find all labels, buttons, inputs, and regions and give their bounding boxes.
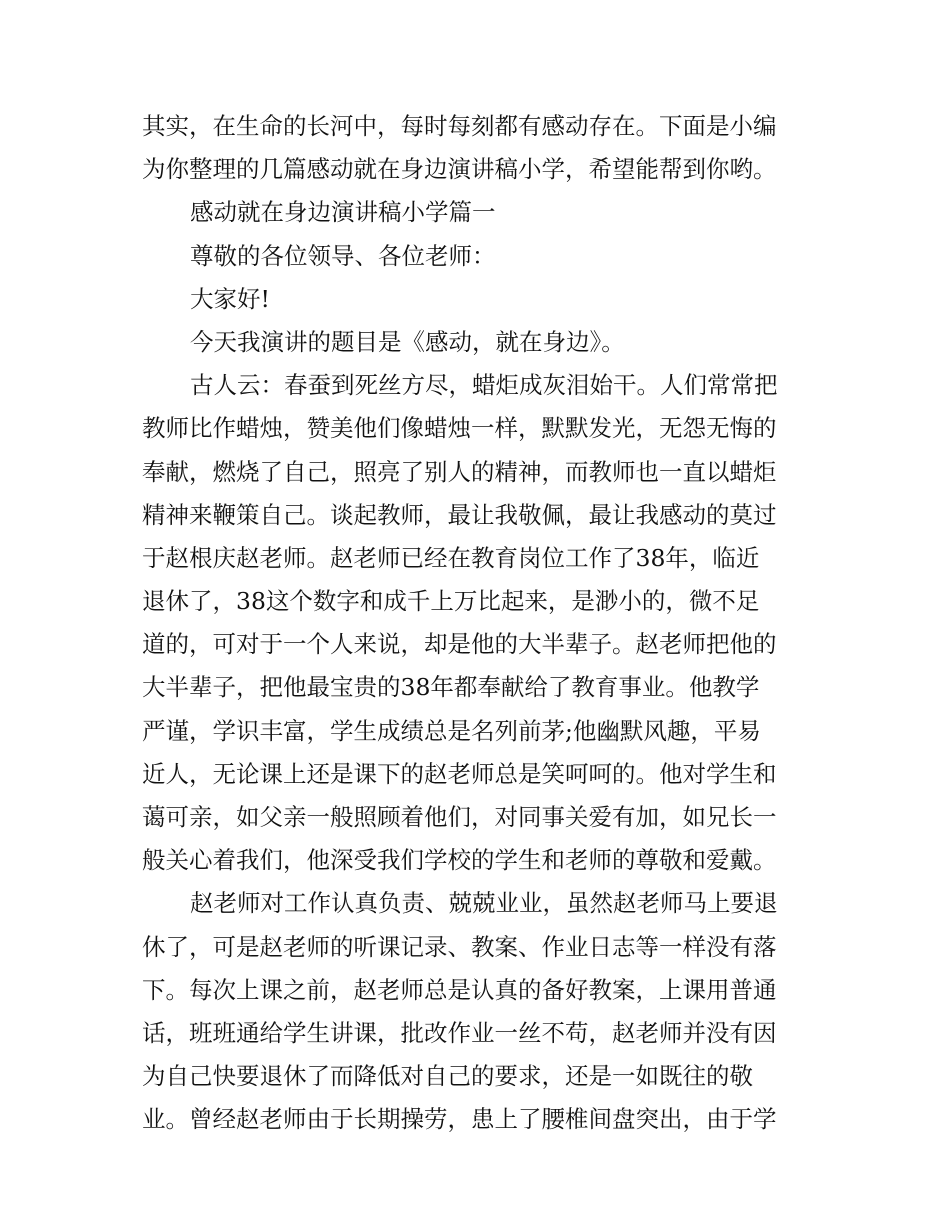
text-line: 话，班班通给学生讲课，批改作业一丝不苟，赵老师并没有因 (142, 1018, 777, 1047)
text-line: 严谨，学识丰富，学生成绩总是名列前茅;他幽默风趣，平易 (142, 716, 761, 745)
document-body (142, 105, 814, 1142)
text-line: 感动就在身边演讲稿小学篇一 (190, 198, 496, 227)
text-line: 道的，可对于一个人来说，却是他的大半辈子。赵老师把他的 (142, 630, 777, 659)
text-line: 为自己快要退休了而降低对自己的要求，还是一如既往的敬 (142, 1062, 753, 1091)
text-line: 休了，可是赵老师的听课记录、教案、作业日志等一样没有落 (142, 932, 777, 961)
text-line: 蔼可亲，如父亲一般照顾着他们，对同事关爱有加，如兄长一 (142, 803, 777, 831)
text-line: 其实，在生命的长河中，每时每刻都有感动存在。下面是小编 (142, 112, 777, 140)
text-line: 尊敬的各位领导、各位老师： (190, 241, 496, 270)
text-line: 于赵根庆赵老师。赵老师已经在教育岗位工作了38年，临近 (142, 543, 760, 572)
text-line: 赵老师对工作认真负责、兢兢业业，虽然赵老师马上要退 (190, 889, 778, 918)
text-line: 退休了，38这个数字和成千上万比起来，是渺小的，微不足 (142, 587, 760, 616)
text-line: 奉献，燃烧了自己，照亮了别人的精神，而教师也一直以蜡炬 (142, 457, 777, 486)
text-line: 教师比作蜡烛，赞美他们像蜡烛一样，默默发光，无怨无悔的 (142, 414, 777, 443)
text-line: 近人，无论课上还是课下的赵老师总是笑呵呵的。他对学生和 (142, 759, 777, 788)
text-line: 古人云：春蚕到死丝方尽，蜡炬成灰泪始干。人们常常把 (190, 371, 778, 400)
text-line: 大家好! (190, 284, 270, 313)
text-line: 精神来鞭策自己。谈起教师，最让我敬佩，最让我感动的莫过 (142, 500, 777, 529)
text-line: 为你整理的几篇感动就在身边演讲稿小学，希望能帮到你哟。 (142, 155, 777, 184)
text-line: 今天我演讲的题目是《感动，就在身边》。 (190, 327, 625, 356)
text-line: 业。曾经赵老师由于长期操劳，患上了腰椎间盘突出，由于学 (142, 1105, 777, 1134)
text-line: 大半辈子，把他最宝贵的38年都奉献给了教育事业。他教学 (142, 673, 760, 702)
text-line: 下。每次上课之前，赵老师总是认真的备好教案，上课用普通 (142, 975, 777, 1004)
text-line: 般关心着我们，他深受我们学校的学生和老师的尊敬和爱戴。 (142, 846, 777, 875)
